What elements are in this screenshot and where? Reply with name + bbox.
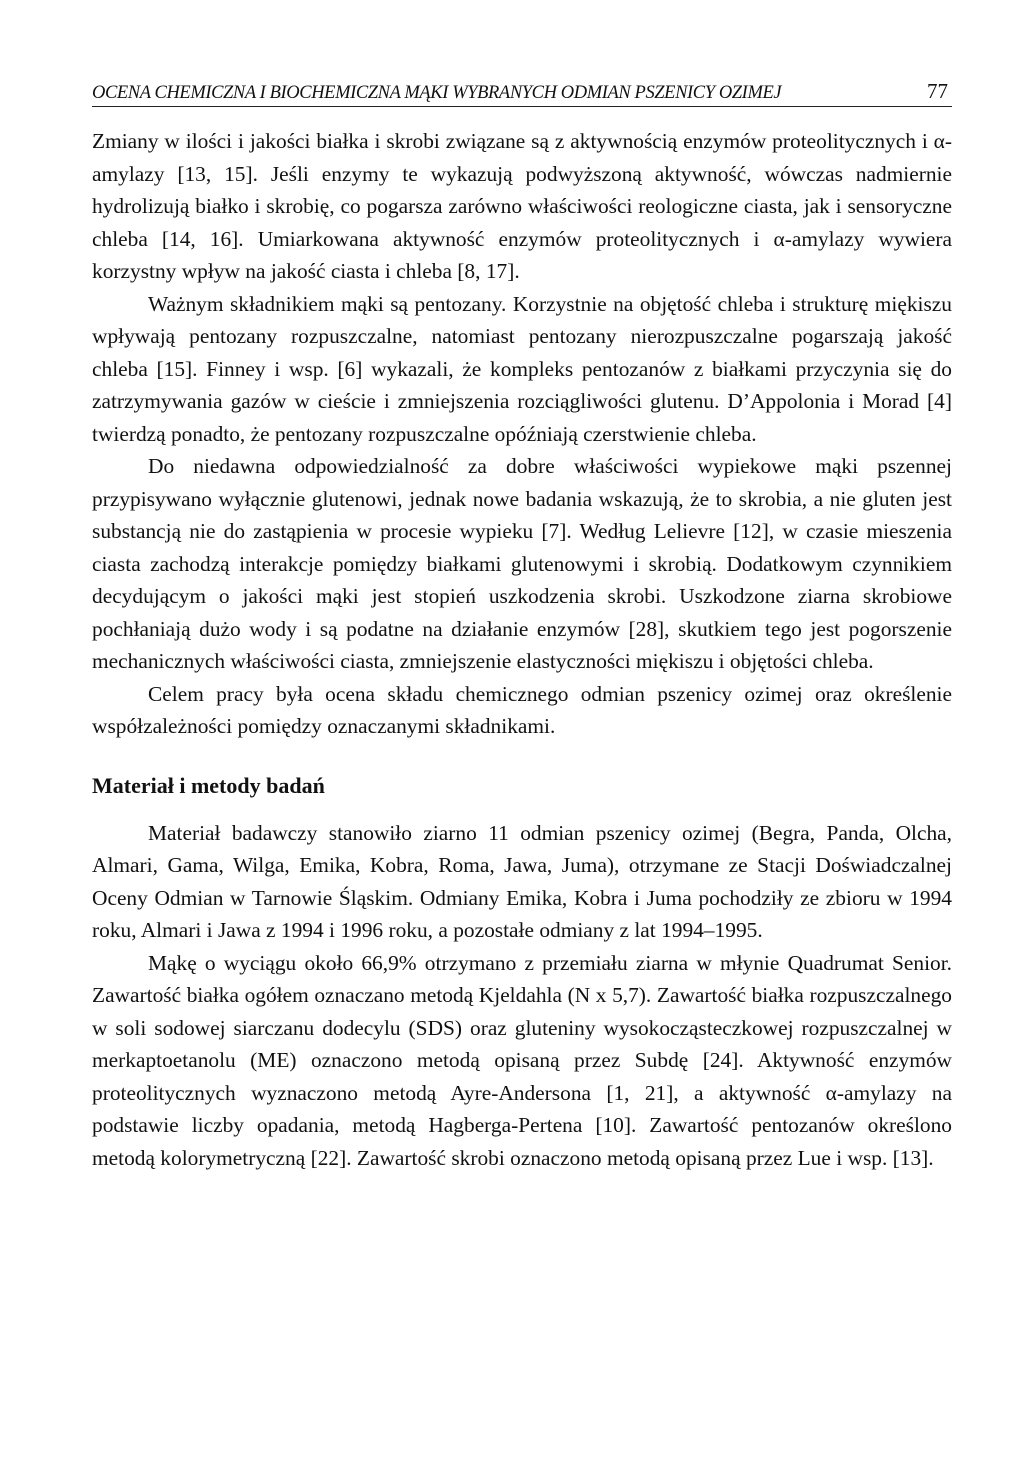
paragraph-enzymes: Zmiany w ilości i jakości białka i skrobi związane są z aktywnością enzymów proteolitycznych i α-amylazy [13, 15]. Jeśli enzymy te wykazują podwyższoną aktywność, wówczas nadmiernie hydrolizują białko i skrobię, co pogarsza zarówno właściwości reologiczne ciasta, jak i sensoryczne chleba [14, 16]. Umiarkowana aktywność enzymów proteolitycznych i α-amylazy wywiera korzystny wpływ na jakość ciasta i chleba [8, 17]. (92, 129, 952, 283)
paragraph-starch: Do niedawna odpowiedzialność za dobre właściwości wypiekowe mąki pszennej przypisywano wyłącznie glutenowi, jednak nowe badania wskazują, że to skrobia, a nie gluten jest substancją nie do zastąpienia w procesie wypieku [7]. Według Lelievre [12], w czasie mieszenia ciasta zachodzą interakcje pomiędzy białkami glutenowymi i skrobią. Dodatkowym czynnikiem decydującym o jakości mąki jest stopień uszkodzenia skrobi. Uszkodzone ziarna skrobiowe pochłaniają dużo wody i są podatne na działanie enzymów [28], skutkiem tego jest pogorszenie mechanicznych właściwości ciasta, zmniejszenie elastyczności miękiszu i objętości chleba. (92, 454, 952, 673)
paragraph-material: Materiał badawczy stanowiło ziarno 11 odmian pszenicy ozimej (Begra, Panda, Olcha, Almari, Gama, Wilga, Emika, Kobra, Roma, Jawa, Juma), otrzymane ze Stacji Doświadczalnej Oceny Odmian w Tarnowie Śląskim. Odmiany Emika, Kobra i Juma pochodziły ze zbioru w 1994 roku, Almari i Jawa z 1994 i 1996 roku, a pozostałe odmiany z lat 1994–1995. (92, 820, 952, 942)
running-header (92, 76, 952, 107)
page-number: 77 (927, 79, 948, 103)
body-text (92, 125, 952, 1174)
page (92, 76, 952, 1174)
paragraph-aim: Celem pracy była ocena składu chemicznego odmian pszenicy ozimej oraz określenie współzależności pomiędzy oznaczanymi składnikami. (92, 681, 952, 738)
running-title: OCENA CHEMICZNA I BIOCHEMICZNA MĄKI WYBRANYCH ODMIAN PSZENICY OZIMEJ (92, 83, 782, 103)
paragraph-pentosans: Ważnym składnikiem mąki są pentozany. Korzystnie na objętość chleba i strukturę miękiszu wpływają pentozany rozpuszczalne, natomiast pentozany nierozpuszczalne pogarszają jakość chleba [15]. Finney i wsp. [6] wykazali, że kompleks pentozanów z białkami przyczynia się do zatrzymywania gazów w cieście i zmniejszenia rozciągliwości glutenu. D’Appolonia i Morad [4] twierdzą ponadto, że pentozany rozpuszczalne opóźniają czerstwienie chleba. (92, 291, 952, 446)
section-heading-methods: Materiał i metody badań (92, 772, 325, 798)
paragraph-methods: Mąkę o wyciągu około 66,9% otrzymano z przemiału ziarna w młynie Quadrumat Senior. Zawartość białka ogółem oznaczano metodą Kjeldahla (N x 5,7). Zawartość białka rozpuszczalnego w soli sodowej siarczanu dodecylu (SDS) oraz gluteniny wysokocząsteczkowej rozpuszczalnej w merkaptoetanolu (ME) oznaczono metodą opisaną przez Subdę [24]. Aktywność enzymów proteolitycznych wyznaczono metodą Ayre-Andersona [1, 21], a aktywność α-amylazy na podstawie liczby opadania, metodą Hagberga-Pertena [10]. Zawartość pentozanów określono metodą kolorymetryczną [22]. Zawartość skrobi oznaczono metodą opisaną przez Lue i wsp. [13]. (92, 950, 952, 1170)
